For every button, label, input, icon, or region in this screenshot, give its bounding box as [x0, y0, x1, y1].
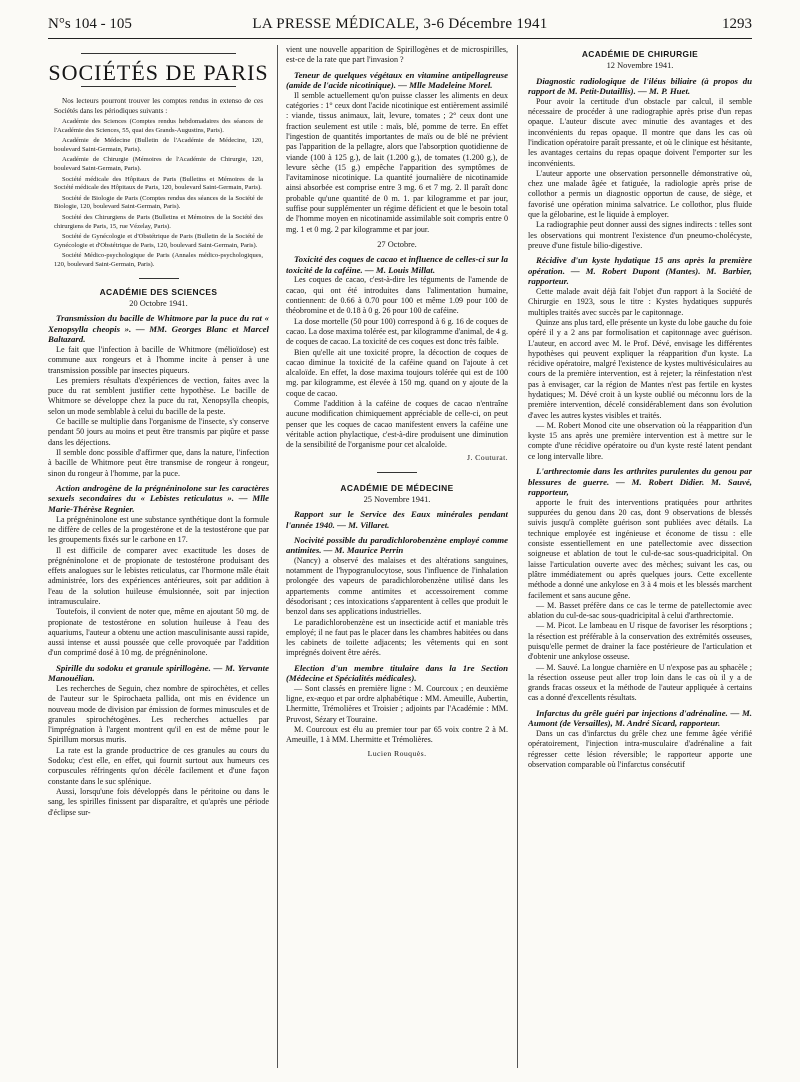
- paragraph: Les coques de cacao, c'est-à-dire les téguments de l'amende de cacao, qui ont été introduites dans l'alimentation humaine, contiennent: de 0.66 à 0.70 pour 100 et même 1.09 pour 100 de théobromine et de 0.18 à 0 g. 26 pour 100 de caféine.: [286, 275, 508, 316]
- paragraph: apporte le fruit des interventions pratiquées pour arthrites suppurées du genou dans 20 cas, dont 9 observations de blessés suivis jusqu'à complète guérison sont publiées avec détails. La technique employée est ingénieuse et économe de tissu : elle consiste essentiellement en une patellectomie avec dissection soigneuse et ablation de tout le cul-de-sac sous-quadricipital. On laisse l'articulation ouverte avec des mèches; suivant les cas, ou plâtre immédiatement ou après quelques jours. Cette excellente méthode a donné une ankylose en 3 à 4 mois et les blessés marchent facilement et sans aucune gêne.: [528, 497, 752, 600]
- paragraph: Cette malade avait déjà fait l'objet d'un rapport à la Société de Chirurgie en 1923, sous le titre : Kystes hydatiques suppurés multiples traités avec succès par le capitonnage.: [528, 287, 752, 317]
- society-item: Société médicale des Hôpitaux de Paris (Bulletins et Mémoires de la Société médicale des Hôpitaux de Paris, 120, boulevard Saint-Germain, Paris).: [54, 175, 263, 192]
- society-item: Société des Chirurgiens de Paris (Bulletins et Mémoires de la Société des chirurgiens de Paris, 15, rue Vézelay, Paris).: [54, 214, 263, 230]
- article-authors: M. Robert Dupont (Mantes). M. Barbier, rapporteur.: [528, 265, 752, 287]
- article-title: Rapport sur le Service des Eaux minérales pendant l'année 1940. — M. Villaret.: [286, 509, 508, 530]
- society-item: Société de Gynécologie et d'Obstétrique de Paris (Bulletin de la Société de Gynécologie et d'Obstétrique de Paris, 120, boulevard Saint-Germain, Paris).: [54, 233, 263, 249]
- paragraph: Toutefois, il convient de noter que, même en ajoutant 50 mg. de propionate de testostérone en solution huileuse à l'eau des aquariums, l'auteur a obtenu une action masculinisante aussi rapide, aussi intense et aussi poussée que celle provoquée par l'addition d'un comprimé dosé à 10 mg. de prégnéninolone.: [48, 607, 269, 658]
- session-date: 27 Octobre.: [377, 239, 417, 249]
- paragraph: Le fait que l'infection à bacille de Whitmore (mélioïdose) est commune aux rongeurs et à l'homme incite à penser à une transmission possible par insectes piqueurs.: [48, 344, 269, 375]
- column-divider: [277, 45, 278, 1068]
- article-authors: M. Robert Didier. M. Sauvé, rapporteur,: [528, 476, 752, 498]
- article-title: L'arthrectomie dans les arthrites purulentes du genou par blessures de guerre. — M. Robert Didier. M. Sauvé, rapporteur,: [528, 466, 752, 498]
- article-authors: Mlle Madeleine Morel.: [409, 80, 493, 91]
- paragraph: Comme l'addition à la caféine de coques de cacao n'entraîne aucune modification chimiquement appréciable de celle-ci, on peut penser que les coques de cacao manifestent envers la caféine une véritable action phylactique, c'est-à-dire produisent une diminution de la sensibilité de l'organisme pour cet alcaloïde.: [286, 398, 508, 450]
- column-divider: [517, 45, 518, 1068]
- article-authors: M. Aumont (de Versailles), M. André Sicard, rapporteur.: [528, 707, 752, 729]
- paragraph: — M. Basset préfère dans ce cas le terme de patellectomie avec ablation du cul-de-sac sous-quadricipital à celui d'arthrectomie.: [528, 600, 752, 621]
- session-date: 12 Novembre 1941.: [606, 61, 674, 71]
- article-authors: M. Villaret.: [348, 519, 390, 530]
- article-authors: MM. Georges Blanc et Marcel Baltazard.: [48, 323, 269, 345]
- article-title: Teneur de quelques végétaux en vitamine antipellagreuse (amide de l'acide nicotinique). — Mlle Madeleine Morel.: [286, 69, 508, 91]
- intro-text: Nos lecteurs pourront trouver les comptes rendus in extenso de ces Sociétés dans les périodiques suivants :: [54, 97, 263, 115]
- paragraph: — M. Picot. Le lambeau en U risque de favoriser les résorptions ; la résection est préférable à la conservation des extrémités osseuses, puisqu'elle permet de drainer la face postérieure de l'articulation et d'obtenir une ankylose osseuse.: [528, 621, 752, 662]
- session-date: 20 Octobre 1941.: [129, 298, 188, 308]
- paragraph: Il semble donc possible d'affirmer que, dans la nature, l'infection à bacille de Whitmore peut être transmise de rongeur à rongeur, sinon du rongeur à l'homme, par la puce.: [48, 447, 269, 478]
- paragraph: Ce bacille se multiplie dans l'organisme de l'insecte, s'y conserve pendant 50 jours au moins et peut être transmis par piqûre et passe dans les déjections.: [48, 417, 269, 447]
- column-2: [286, 45, 508, 1068]
- society-list: [48, 118, 269, 270]
- rule: [81, 53, 236, 54]
- article-title: Récidive d'un kyste hydatique 15 ans après la première opération. — M. Robert Dupont (Mantes). M. Barbier, rapporteur.: [528, 255, 752, 287]
- paragraph: — M. Sauvé. La longue charnière en U n'expose pas au sphacèle ; la résection osseuse peut aller trop loin dans le cas où il y a de grands fracas osseux et la méthode de l'auteur appliquée à certains cas a donné d'excellents résultats.: [528, 662, 752, 703]
- society-item: Société Médico-psychologique de Paris (Annales médico-psychologiques, 120, boulevard Saint-Germain, Paris).: [54, 252, 263, 269]
- paragraph: Les recherches de Seguin, chez nombre de spirochètes, et celles de l'auteur sur le Spirochaeta pallida, ont mis en évidence un nouveau mode de division par émission de formes minuscules et de granules spirochétogènes. Les recherches actuelles par l'imprégnation à l'argent montrent qu'il en est de même pour le Spirillum morsus muris.: [48, 683, 269, 745]
- society-item: Société de Biologie de Paris (Comptes rendus des séances de la Société de Biologie, 120, boulevard Saint-Germain, Paris).: [54, 194, 263, 211]
- paragraph: — M. Robert Monod cite une observation où la réapparition d'un kyste 15 ans après une première intervention est à mettre sur le compte d'une récidive opératoire ou d'un kyste resté latent pendant ce long intervalle libre.: [528, 420, 752, 461]
- signature: Lucien Rouquès.: [367, 748, 427, 758]
- article-title: Diagnostic radiologique de l'iléus biliaire (à propos du rapport de M. Petit-Dutaillis). — M. P. Huet.: [528, 75, 752, 97]
- section-heading: ACADÉMIE DE CHIRURGIE: [581, 49, 699, 59]
- section-heading: ACADÉMIE DE MÉDECINE: [340, 482, 454, 493]
- paragraph: L'auteur apporte une observation personnelle démonstrative où, chez une malade âgée et fatiguée, la radiologie après prise de collothor a permis un diagnostic opportun de cause, de siège, et favorisé une opération minima salvatrice. Le collothor, plus fluide que la gélobarine, est le liquide à employer.: [528, 168, 752, 220]
- paragraph: Pour avoir la certitude d'un obstacle par calcul, il semble nécessaire de procéder à une radiographie après prise d'un repas opaque. L'auteur discute avec minutie des avantages et des inconvénients du repas opaque. Il montre que dans les cas où l'indication opératoire paraît pressante, et où le clinique est hésitante, les avantages certains du repas opaque doivent l'emporter sur les inconvénients.: [528, 96, 752, 168]
- issue-number: N°s 104 - 105: [48, 16, 132, 32]
- section-heading: ACADÉMIE DES SCIENCES: [99, 286, 218, 297]
- article-title: Toxicité des coques de cacao et influence de celles-ci sur la toxicité de la caféine. — M. Louis Millat.: [286, 254, 508, 275]
- article-authors: M. P. Huet.: [648, 86, 691, 97]
- paragraph: La radiographie peut donner aussi des signes indirects : telles sont les observations qui montrent l'existence d'un pneumo-cholécyste, preuve d'une fistule bilio-digestive.: [528, 220, 752, 250]
- rule: [377, 472, 417, 473]
- paragraph: M. Courcoux est élu au premier tour par 65 voix contre 2 à M. Ameuille, 1 à MM. Lhermitte et Trémolières.: [286, 725, 508, 745]
- column-1: [48, 45, 269, 1068]
- paragraph: Il semble actuellement qu'on puisse classer les aliments en deux catégories : 1° ceux dont l'acide nicotinique est entièrement assimilé : viande, tissus animaux, lait, levure, tomates ; 2° ceux dont une fraction seulement est utile : maïs, blé, pomme de terre. En effet l'ingestion de quantités importantes de maïs ou de blé ne prévient pas l'apparition de la pellagre, alors que l'absorption quotidienne de viande (100 à 125 g.), de lait (1.200 g.), de tomates (1.200 g.), de levure sèche (15 g.) empêche l'apparition des symptômes de l'avitaminose nicotinique. La quantité journalière de nicotinamide ainsi absorbée est comprise entre 3 mg. 6 et 7 mg. 2. Il paraît donc probable qu'une quantité de 0 m. 1. par kilogramme et par jour, suffise pour supplémenter un régime déficient et que le besoin total de l'homme moyen en nicotinamide assimilable soit compris entre 0 mg. 1 et 0 mg. 2 par kilogramme et par jour.: [286, 90, 508, 234]
- journal-title: LA PRESSE MÉDICALE, 3-6 Décembre 1941: [252, 16, 548, 32]
- paragraph: Bien qu'elle ait une toxicité propre, la décoction de coques de cacao diminue la toxicité de la caféine quand on l'ajoute à cet alcaloïde. En effet, la dose maxima toujours tolérée qui est de 100 mg. par kilogramme, est élevée à 150 mg. quand on y ajoute de la coque de cacao.: [286, 347, 508, 398]
- column-3: [528, 45, 752, 1068]
- article-authors: M. Yervante Manouélian.: [48, 662, 269, 684]
- paragraph: Les premiers résultats d'expériences de vection, faites avec la puce du rat semblent justifier cette hypothèse. Le bacille de Whitmore se développe chez la puce du rat, Xenopsylla cheopis, selon un mode semblable à celui du bacille de la peste.: [48, 375, 269, 416]
- article-authors: Mlle Marie-Thérèse Regnier.: [48, 493, 269, 515]
- article-title: Spirille du sodoku et granule spirillogène. — M. Yervante Manouélian.: [48, 662, 269, 684]
- section-title: SOCIÉTÉS DE PARIS: [48, 60, 269, 85]
- paragraph: — Sont classés en première ligne : M. Courcoux ; en deuxième ligne, ex-æquo et par ordre alphabétique : MM. Ameuille, Aubertin, Lhermitte, Trémolières et Troisier ; adjoints par l'Académie : MM. Pruvost, Sézary et Touraine.: [286, 683, 508, 724]
- header-rule: [48, 38, 752, 39]
- paragraph: vient une nouvelle apparition de Spirillogènes et de microspirilles, est-ce de la rate que part l'invasion ?: [286, 45, 508, 65]
- paragraph: Il est difficile de comparer avec exactitude les doses de prégnéninolone et de propionate de testostérone produisant des effets analogues sur le lebistes reticulatus, car l'hormone mâle était administrée, lors des expériences antérieures, soit par addition à l'eau de la solution huileuse émulsionnée, soit par injection intramusculaire.: [48, 545, 269, 606]
- paragraph: La rate est la grande productrice de ces granules au cours du Sodoku; c'est elle, en effet, qui fournit surtout aux humeurs ces corpuscules réfringents qu'on décèle facilement et d'une façon constante dans le suc splénique.: [48, 745, 269, 786]
- page-header: [48, 16, 752, 38]
- paragraph: Quinze ans plus tard, elle présente un kyste du lobe gauche du foie opéré il y a 2 ans par formolisation et capitonnage avec guérison. L'auteur, en accord avec M. le Prof. Dévé, envisage les différentes hypothèses qui peuvent expliquer la réapparition d'un kyste. La récidive opératoire, malgré l'existence de kystes multivésiculaires au cours de la première intervention, est à rejeter; la réinfestation n'est pas à envisager, car la région de Mantes n'est pas fertile en kystes hydatiques; M. Dévé croit à un kyste oublié ou méconnu lors de la première intervention, décelé considérablement dans son évolution d'avec les autres kystes visibles et traités.: [528, 317, 752, 420]
- rule: [81, 86, 236, 87]
- article-title: Nocivité possible du paradichlorobenzène employé comme antimites. — M. Maurice Perrin: [286, 534, 508, 556]
- society-item: Académie de Médecine (Bulletin de l'Académie de Médecine, 120, boulevard Saint-Germain, Paris).: [54, 137, 263, 153]
- paragraph: Le paradichlorobenzène est un insecticide actif et maniable très employé; il ne faut pas le placer dans les chambres habitées ou dans les cabinets de toilette adjacents; les vêtements qui en sont imprégnés doivent être aérés.: [286, 617, 508, 658]
- paragraph: Aussi, lorsqu'une fois développés dans le péritoine ou dans le sang, les spirilles finissent par disparaître, et qu'après une période d'éclipse sur-: [48, 786, 269, 817]
- article-title: Infarctus du grêle guéri par injections d'adrénaline. — M. Aumont (de Versailles), M. André Sicard, rapporteur.: [528, 707, 752, 729]
- signature: J. Couturat.: [467, 453, 508, 463]
- society-item: Académie des Sciences (Comptes rendus hebdomadaires des séances de l'Académie des Sciences, 55, quai des Grands-Augustins, Paris).: [54, 118, 263, 134]
- article-title: Action androgène de la prégnéninolone sur les caractères sexuels secondaires du « Lebistes reticulatus ». — Mlle Marie-Thérèse Regnier.: [48, 482, 269, 515]
- article-title: Transmission du bacille de Whitmore par la puce du rat « Xenopsylla cheopis ». — MM. Georges Blanc et Marcel Baltazard.: [48, 313, 269, 345]
- article-authors: M. Louis Millat.: [375, 264, 436, 275]
- paragraph: La dose mortelle (50 pour 100) correspond à 6 g. 16 de coques de cacao. La dose maxima tolérée est, par kilogramme d'animal, de 4 g. de coques de cacao. La toxicité de ces coques est donc très faible.: [286, 316, 508, 347]
- rule: [139, 278, 179, 279]
- society-item: Académie de Chirurgie (Mémoires de l'Académie de Chirurgie, 120, boulevard Saint-Germain, Paris).: [54, 156, 263, 173]
- session-date: 25 Novembre 1941.: [363, 495, 431, 505]
- page-number: 1293: [722, 16, 752, 32]
- paragraph: La prégnéninolone est une substance synthétique dont la formule ne diffère de celles de la progestérone et de la testostérone que par les groupements fixés sur le carbone en 17.: [48, 514, 269, 545]
- paragraph: (Nancy) a observé des malaises et des altérations sanguines, notamment de l'hypogranulocytose, sous l'influence de l'inhalation prolongée des vapeurs de paradichlorobenzène utilisé dans les appartements comme antimites et accessoirement comme désodorisant ; ces intoxications s'apparentent à celles que produit le benzol dans ses applications industrielles.: [286, 555, 508, 617]
- article-title: Election d'un membre titulaire dans la 1re Section (Médecine et Spécialités médicales).: [286, 662, 508, 684]
- paragraph: Dans un cas d'infarctus du grêle chez une femme âgée vérifié opératoirement, l'injection intra-musculaire d'adrénaline a fait régresser cette lésion réversible; le rapporteur apporte une observation comparable où l'infarctus consécutif: [528, 728, 752, 769]
- article-authors: M. Maurice Perrin: [334, 545, 404, 556]
